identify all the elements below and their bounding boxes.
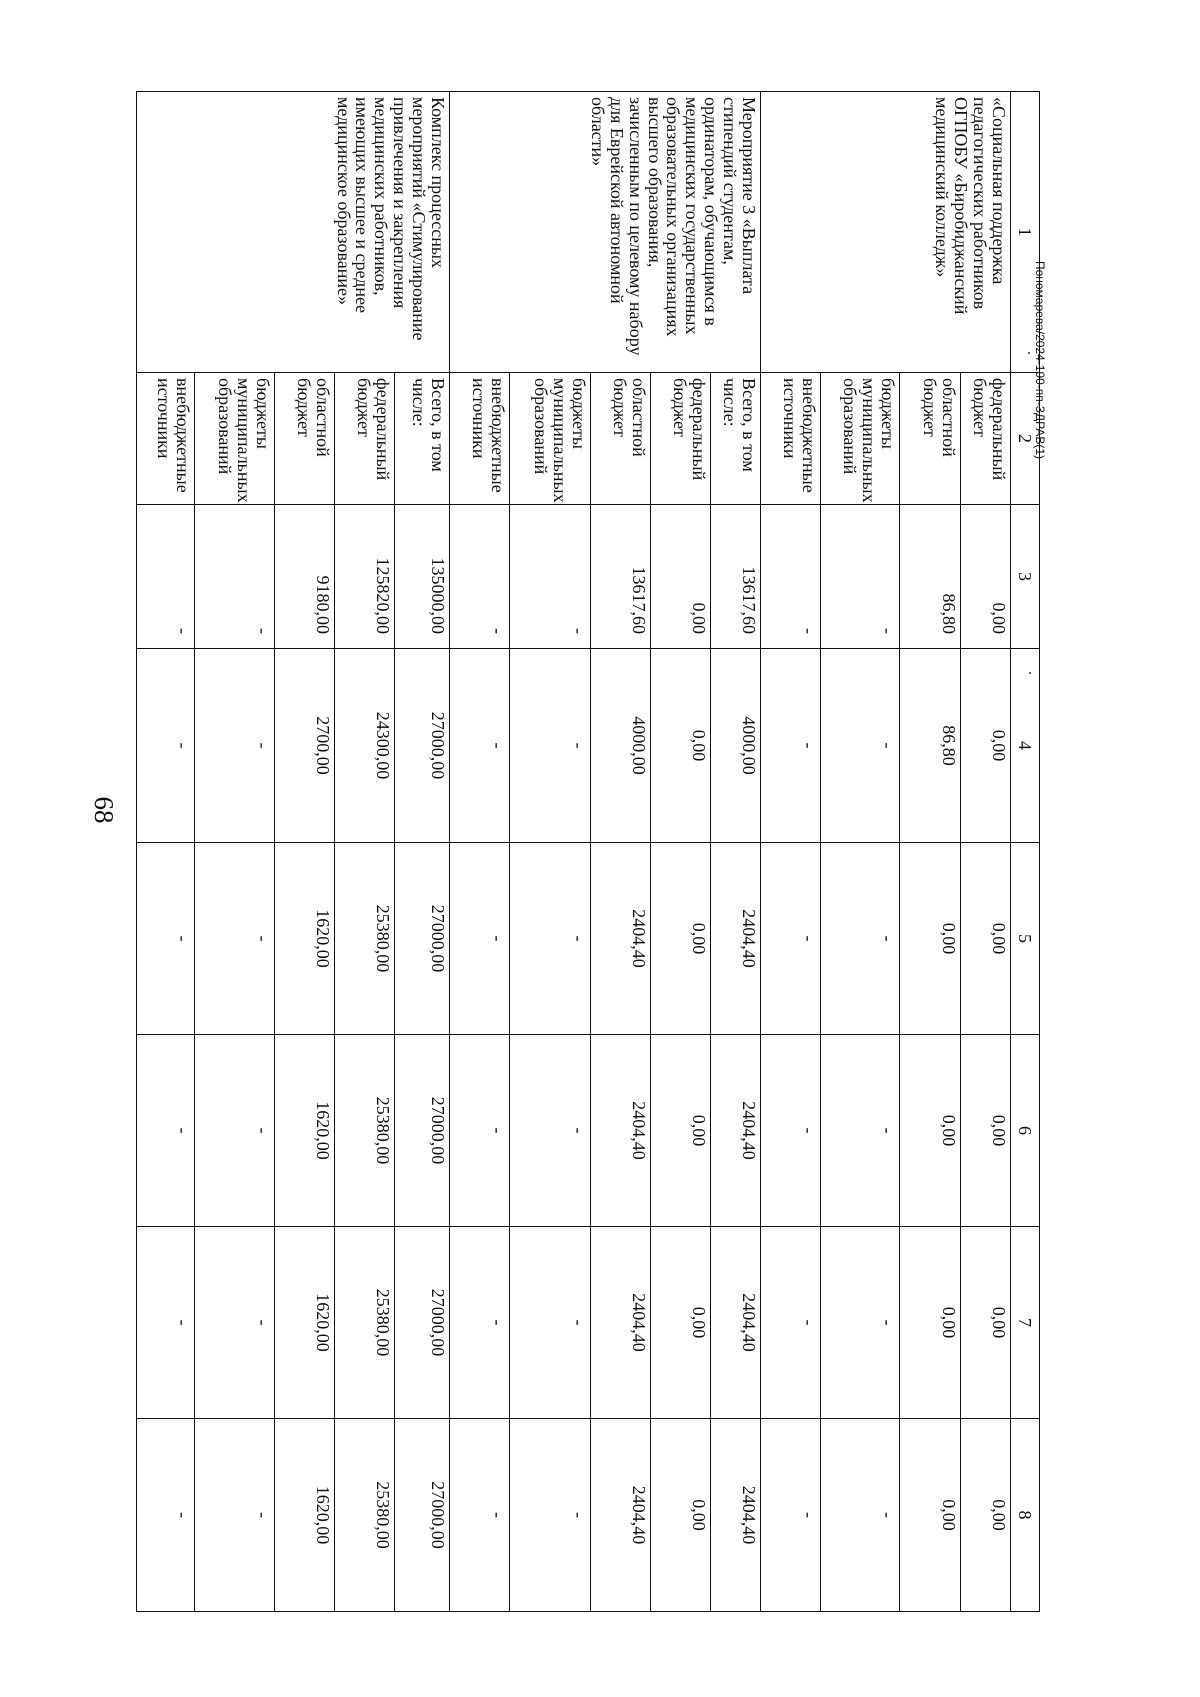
value-cell: - [450, 1227, 510, 1419]
value-cell: 13617,60 [591, 505, 651, 649]
value-cell: 1620,00 [275, 1419, 335, 1612]
column-header: 5 [1011, 843, 1040, 1035]
value-cell: 2404,40 [711, 1227, 761, 1419]
value-cell: - [137, 843, 195, 1035]
funding-source-cell: внебюджетные источники [137, 373, 195, 505]
value-cell: 0,00 [900, 1035, 961, 1227]
table-row [395, 92, 450, 1612]
value-cell: - [761, 1227, 821, 1419]
scan-speck [1028, 352, 1030, 354]
value-cell: - [450, 505, 510, 649]
value-cell: 2404,40 [591, 1227, 651, 1419]
table-row [961, 92, 1011, 1612]
value-cell: 2404,40 [591, 1419, 651, 1612]
value-cell: 27000,00 [395, 649, 450, 843]
value-cell: - [195, 1035, 275, 1227]
value-cell: 0,00 [961, 1035, 1011, 1227]
value-cell: 24300,00 [335, 649, 395, 843]
value-cell: 86,80 [900, 505, 961, 649]
value-cell: 1620,00 [275, 1035, 335, 1227]
column-header: 8 [1011, 1419, 1040, 1612]
value-cell: 0,00 [961, 1227, 1011, 1419]
funding-source-cell: федеральный бюджет [335, 373, 395, 505]
document-footer-code: Пономарева/2024-190-пп-ЗДРАВ(1) [1033, 260, 1047, 460]
column-header: 7 [1011, 1227, 1040, 1419]
column-header: 3 [1011, 505, 1040, 649]
funding-source-cell: Всего, в том числе: [395, 373, 450, 505]
value-cell: 2700,00 [275, 649, 335, 843]
value-cell: 0,00 [900, 1227, 961, 1419]
value-cell: - [761, 505, 821, 649]
value-cell: - [821, 649, 900, 843]
value-cell: - [195, 1419, 275, 1612]
value-cell: - [137, 649, 195, 843]
funding-source-cell: бюджеты муниципальных образований [821, 373, 900, 505]
funding-source-cell: областной бюджет [591, 373, 651, 505]
value-cell: 0,00 [961, 505, 1011, 649]
value-cell: - [195, 1227, 275, 1419]
value-cell: 27000,00 [395, 1227, 450, 1419]
value-cell: 0,00 [961, 649, 1011, 843]
value-cell: 0,00 [961, 843, 1011, 1035]
activity-name-cell: Мероприятие 3 «Выплата стипендий студентам, ординаторам, обучающимся в медицинских государственных образовательных организациях высшего образования, зачисленным по целевому набору для Еврейской автономной области» [450, 92, 761, 373]
funding-source-cell: федеральный бюджет [651, 373, 711, 505]
value-cell: - [510, 649, 591, 843]
value-cell: 27000,00 [395, 1419, 450, 1612]
value-cell: - [137, 1227, 195, 1419]
value-cell: 9180,00 [275, 505, 335, 649]
value-cell: - [821, 1419, 900, 1612]
value-cell: - [821, 1035, 900, 1227]
value-cell: - [510, 1035, 591, 1227]
value-cell: 2404,40 [711, 1419, 761, 1612]
value-cell: - [821, 843, 900, 1035]
value-cell: - [137, 1419, 195, 1612]
value-cell: 27000,00 [395, 843, 450, 1035]
value-cell: 125820,00 [335, 505, 395, 649]
value-cell: - [450, 1419, 510, 1612]
budget-table-wrapper [154, 91, 1040, 1611]
value-cell: 2404,40 [591, 1035, 651, 1227]
value-cell: - [761, 1419, 821, 1612]
scan-speck [1029, 672, 1031, 674]
value-cell: - [195, 505, 275, 649]
value-cell: 86,80 [900, 649, 961, 843]
value-cell: 0,00 [900, 843, 961, 1035]
value-cell: 135000,00 [395, 505, 450, 649]
budget-table [136, 91, 1040, 1612]
value-cell: 13617,60 [711, 505, 761, 649]
table-row [711, 92, 761, 1612]
funding-source-cell: бюджеты муниципальных образований [510, 373, 591, 505]
value-cell: 1620,00 [275, 843, 335, 1035]
value-cell: 4000,00 [591, 649, 651, 843]
value-cell: 0,00 [651, 505, 711, 649]
value-cell: - [510, 505, 591, 649]
funding-source-cell: бюджеты муниципальных образований [195, 373, 275, 505]
page-number: 68 [89, 796, 120, 824]
funding-source-cell: федеральный бюджет [961, 373, 1011, 505]
column-header: 6 [1011, 1035, 1040, 1227]
funding-source-cell: Всего, в том числе: [711, 373, 761, 505]
value-cell: 25380,00 [335, 1419, 395, 1612]
value-cell: - [510, 1227, 591, 1419]
value-cell: - [137, 1035, 195, 1227]
funding-source-cell: областной бюджет [900, 373, 961, 505]
value-cell: 27000,00 [395, 1035, 450, 1227]
funding-source-cell: внебюджетные источники [761, 373, 821, 505]
value-cell: - [761, 843, 821, 1035]
value-cell: 25380,00 [335, 843, 395, 1035]
column-header: 2 [1011, 373, 1040, 505]
value-cell: 2404,40 [591, 843, 651, 1035]
value-cell: - [510, 1419, 591, 1612]
value-cell: 0,00 [651, 843, 711, 1035]
value-cell: - [195, 843, 275, 1035]
value-cell: - [450, 1035, 510, 1227]
value-cell: 0,00 [651, 1035, 711, 1227]
value-cell: - [761, 1035, 821, 1227]
value-cell: - [761, 649, 821, 843]
value-cell: - [195, 649, 275, 843]
value-cell: 2404,40 [711, 843, 761, 1035]
budget-table-body [137, 92, 1040, 1612]
value-cell: - [450, 843, 510, 1035]
value-cell: 0,00 [651, 649, 711, 843]
value-cell: 0,00 [651, 1227, 711, 1419]
value-cell: - [821, 1227, 900, 1419]
funding-source-cell: внебюджетные источники [450, 373, 510, 505]
column-header: 4 [1011, 649, 1040, 843]
value-cell: 4000,00 [711, 649, 761, 843]
value-cell: - [450, 649, 510, 843]
value-cell: 2404,40 [711, 1035, 761, 1227]
value-cell: - [821, 505, 900, 649]
rotated-table-container [154, 91, 1040, 1611]
value-cell: - [137, 505, 195, 649]
column-header: 1 [1011, 92, 1040, 373]
value-cell: 1620,00 [275, 1227, 335, 1419]
value-cell: - [510, 843, 591, 1035]
activity-name-cell: Комплекс процессных мероприятий «Стимулирование привлечения и закрепления медицинских работников, имеющих высшее и среднее медицинское образование» [137, 92, 450, 373]
value-cell: 0,00 [651, 1419, 711, 1612]
value-cell: 0,00 [961, 1419, 1011, 1612]
value-cell: 25380,00 [335, 1227, 395, 1419]
value-cell: 0,00 [900, 1419, 961, 1612]
funding-source-cell: областной бюджет [275, 373, 335, 505]
value-cell: 25380,00 [335, 1035, 395, 1227]
activity-name-cell: «Социальная поддержка педагогических работников ОГПОБУ «Биробиджанский медицинский колледж» [761, 92, 1011, 373]
